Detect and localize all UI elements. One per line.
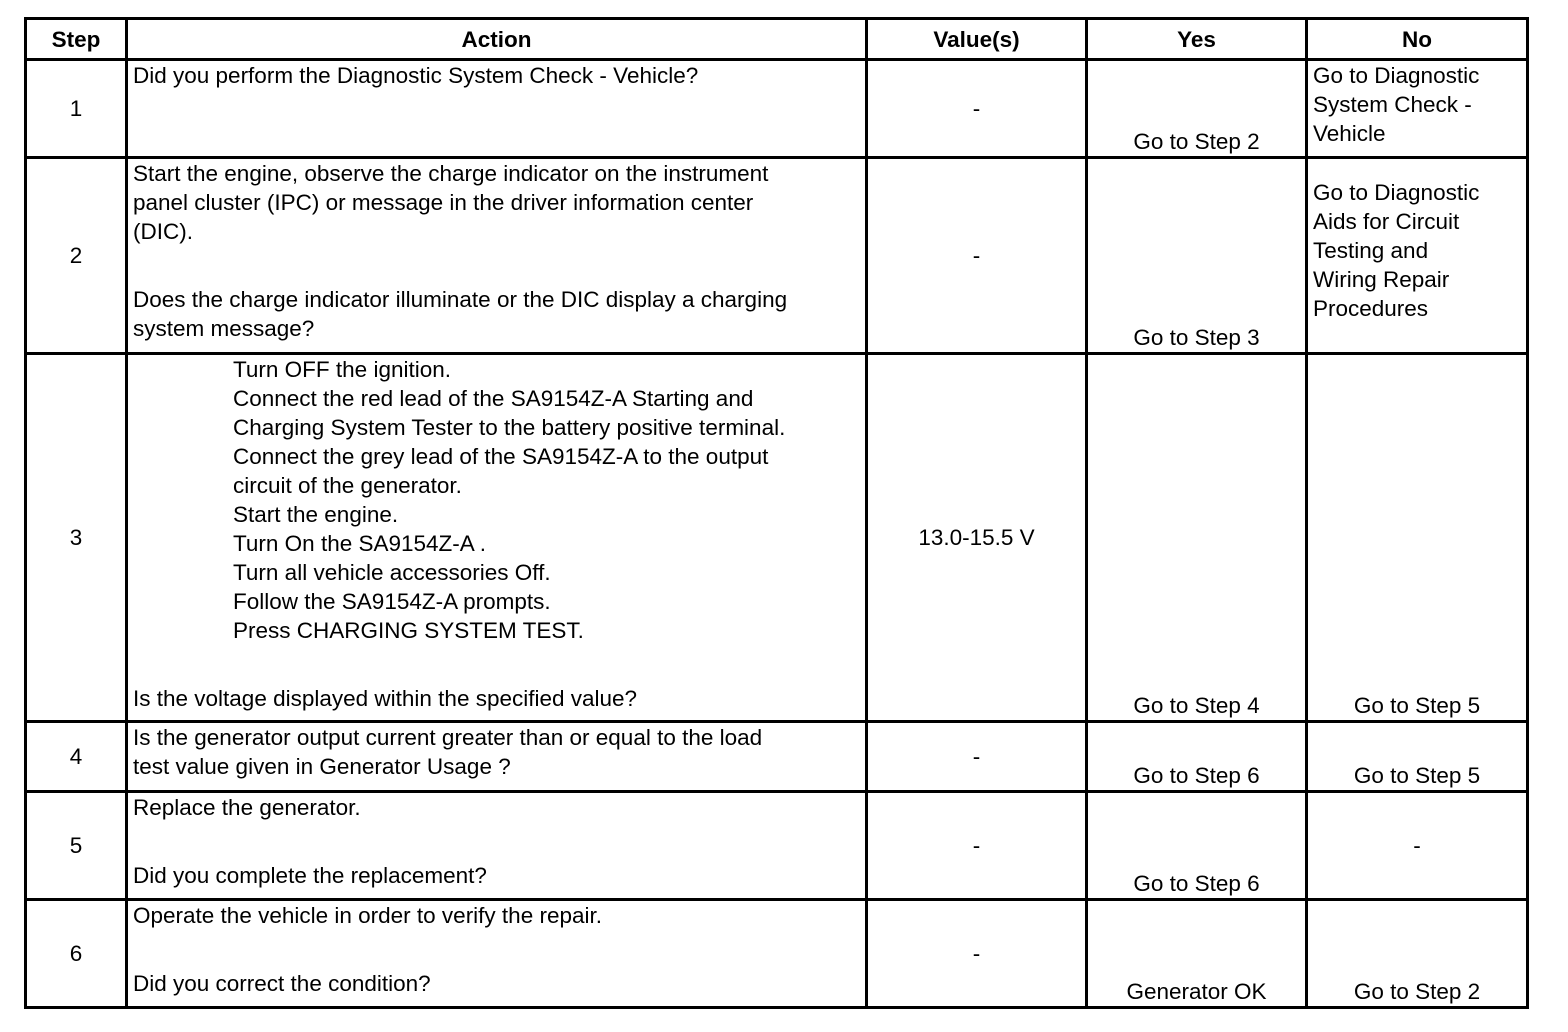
question-text: Did you correct the condition? (133, 971, 431, 996)
step-number: 4 (26, 722, 127, 792)
spacer (133, 930, 860, 969)
step-number: 2 (26, 158, 127, 354)
substep: Start the engine. (233, 502, 399, 527)
step-number: 5 (26, 792, 127, 900)
action-cell (127, 354, 867, 722)
header-yes: Yes (1087, 19, 1307, 60)
diagnostic-table (24, 17, 1529, 1009)
value-cell: - (867, 722, 1087, 792)
no-text: Procedures (1313, 296, 1429, 321)
yes-cell: Go to Step 4 (1087, 354, 1307, 722)
yes-cell: Go to Step 6 (1087, 722, 1307, 792)
action-cell (127, 158, 867, 354)
substep: Turn On the SA9154Z-A . (233, 531, 487, 556)
spacer (133, 246, 860, 285)
value-cell: - (867, 60, 1087, 158)
substep: Follow the SA9154Z-A prompts. (233, 589, 551, 614)
no-text: Go to Diagnostic (1313, 63, 1480, 88)
header-no: No (1307, 19, 1528, 60)
action-text: Did you perform the Diagnostic System Check - Vehicle? (133, 63, 699, 88)
action-cell (127, 792, 867, 900)
action-text: panel cluster (IPC) or message in the driver information center (133, 190, 754, 215)
substep: Connect the grey lead of the SA9154Z-A to the output (233, 444, 769, 469)
action-cell (127, 722, 867, 792)
yes-cell: Go to Step 3 (1087, 158, 1307, 354)
action-text: (DIC). (133, 219, 193, 244)
no-text: Aids for Circuit (1313, 209, 1460, 234)
no-text: Wiring Repair (1313, 267, 1450, 292)
value-cell: - (867, 900, 1087, 1008)
substep: Charging System Tester to the battery positive terminal. (233, 415, 786, 440)
table-row-step-2 (26, 158, 1528, 354)
question-text: system message? (133, 316, 315, 341)
spacer (133, 822, 860, 861)
table-row-step-4 (26, 722, 1528, 792)
no-cell: Go to Step 5 (1307, 354, 1528, 722)
no-text: Testing and (1313, 238, 1429, 263)
substep: Connect the red lead of the SA9154Z-A Starting and (233, 386, 754, 411)
yes-cell: Go to Step 6 (1087, 792, 1307, 900)
value-cell: 13.0-15.5 V (867, 354, 1087, 722)
step-number: 6 (26, 900, 127, 1008)
no-cell: - (1307, 792, 1528, 900)
action-cell (127, 900, 867, 1008)
yes-cell: Go to Step 2 (1087, 60, 1307, 158)
substep-list (133, 355, 860, 645)
yes-cell: Generator OK (1087, 900, 1307, 1008)
no-cell: Go to Step 5 (1307, 722, 1528, 792)
no-cell (1307, 158, 1528, 354)
table-header-row (26, 19, 1528, 60)
no-cell (1307, 60, 1528, 158)
no-text: System Check - (1313, 92, 1472, 117)
no-text: Go to Diagnostic (1313, 180, 1480, 205)
header-values: Value(s) (867, 19, 1087, 60)
question-text: Did you complete the replacement? (133, 863, 487, 888)
action-cell (127, 60, 867, 158)
substep: Press CHARGING SYSTEM TEST. (233, 618, 584, 643)
spacer (133, 645, 860, 684)
question-text: Is the voltage displayed within the specified value? (133, 686, 638, 711)
substep: Turn OFF the ignition. (233, 357, 452, 382)
value-cell: - (867, 792, 1087, 900)
header-step: Step (26, 19, 127, 60)
action-text: test value given in Generator Usage ? (133, 754, 511, 779)
substep: circuit of the generator. (233, 473, 462, 498)
step-number: 3 (26, 354, 127, 722)
action-text: Is the generator output current greater than or equal to the load (133, 725, 763, 750)
table-row-step-5 (26, 792, 1528, 900)
action-text: Operate the vehicle in order to verify the repair. (133, 903, 602, 928)
table-row-step-3 (26, 354, 1528, 722)
value-cell: - (867, 158, 1087, 354)
table-row-step-1 (26, 60, 1528, 158)
header-action: Action (127, 19, 867, 60)
action-text: Start the engine, observe the charge indicator on the instrument (133, 161, 769, 186)
table-row-step-6 (26, 900, 1528, 1008)
no-cell: Go to Step 2 (1307, 900, 1528, 1008)
action-text: Replace the generator. (133, 795, 361, 820)
question-text: Does the charge indicator illuminate or the DIC display a charging (133, 287, 788, 312)
substep: Turn all vehicle accessories Off. (233, 560, 551, 585)
no-text: Vehicle (1313, 121, 1386, 146)
step-number: 1 (26, 60, 127, 158)
